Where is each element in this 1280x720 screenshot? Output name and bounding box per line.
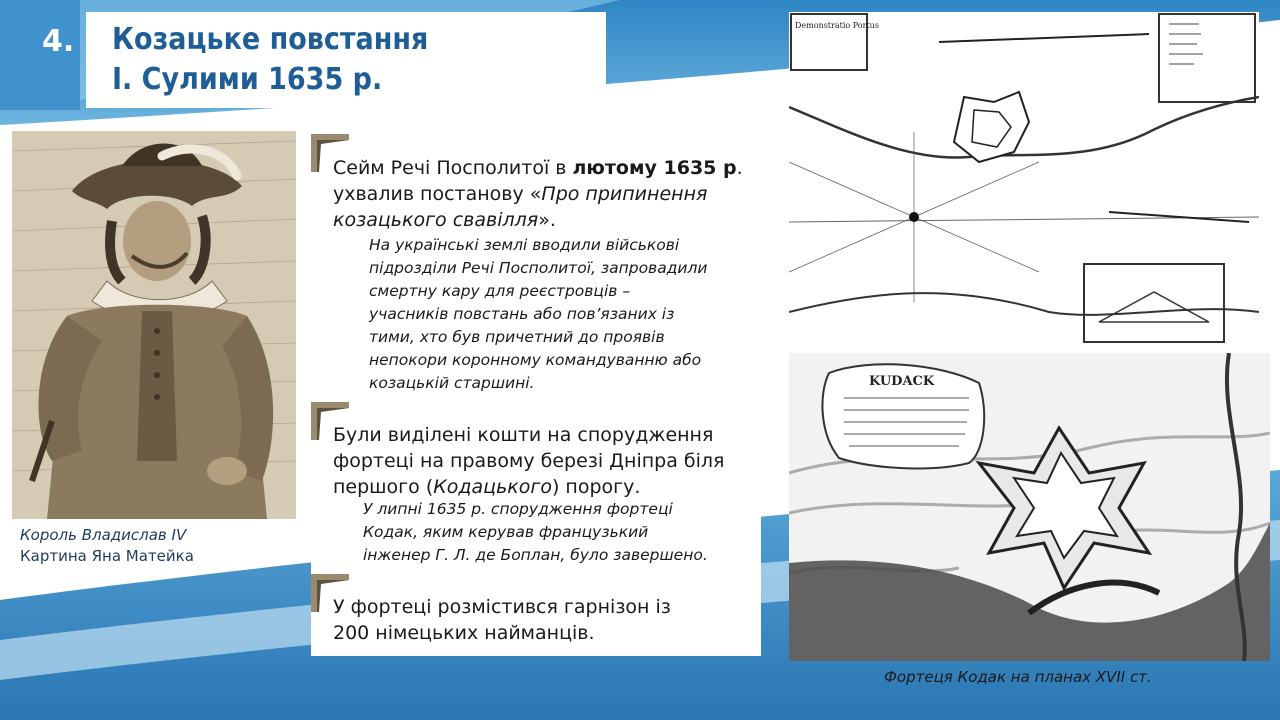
point-1-text-d: ». (538, 209, 556, 231)
detail-line: учасників повстань або пов’язаних із (369, 305, 675, 323)
point-2-line-3a: першого ( (333, 476, 434, 498)
point-1-text-a: Сейм Речі Посполитої в (333, 157, 573, 179)
detail-line: підрозділи Речі Посполитої, запровадили (369, 259, 708, 277)
portrait-caption (20, 525, 194, 567)
detail-line: непокори коронному командуванню або (369, 351, 702, 369)
detail-line: тими, хто був причетний до проявів (369, 328, 665, 346)
map-title-label: Demonstratio Portus (795, 21, 879, 30)
slide-title (112, 20, 428, 100)
point-1-details (369, 234, 759, 395)
king-portrait-image (12, 131, 296, 519)
point-2-details (363, 498, 753, 567)
detail-line: інженер Г. Л. де Боплан, було завершено. (363, 546, 708, 564)
point-1-date: лютому 1635 р (572, 157, 737, 179)
point-2-rapid-name: Кодацького (433, 476, 552, 498)
point-2-line-2: фортеці на правому березі Дніпра біля (333, 450, 725, 472)
title-line-1: Козацьке повстання (112, 22, 429, 57)
point-3-line-2: 200 німецьких найманців. (333, 622, 595, 644)
point-3-text (333, 594, 753, 646)
kodak-plan-map-image (789, 12, 1259, 350)
title-line-2: І. Сулими 1635 р. (112, 62, 383, 97)
slide-number: 4. (42, 24, 75, 59)
detail-line: смертну кару для реєстровців – (369, 282, 631, 300)
portrait-caption-line-1: Король Владислав IV (20, 526, 187, 544)
point-1-text-b: . (736, 157, 743, 179)
point-2-line-3b: ) порогу. (551, 476, 641, 498)
maps-caption: Фортеця Кодак на планах XVII ст. (884, 668, 1152, 686)
detail-line: Кодак, яким керував французький (363, 523, 649, 541)
portrait-caption-line-2: Картина Яна Матейка (20, 547, 194, 565)
kudack-fortress-map-image (789, 353, 1270, 661)
point-1-text (333, 155, 753, 233)
detail-line: У липні 1635 р. спорудження фортеці (363, 500, 673, 518)
detail-line: На українські землі вводили військові (369, 236, 680, 254)
map-kudack-label: KUDACK (869, 374, 935, 389)
point-2-line-1: Були виділені кошти на спорудження (333, 424, 714, 446)
point-1-text-c: ухвалив постанову « (333, 183, 542, 205)
detail-line: козацькій старшині. (369, 374, 535, 392)
point-2-text (333, 422, 753, 500)
point-3-line-1: У фортеці розмістився гарнізон із (333, 596, 671, 618)
point-1-resolution: Про припинення козацького свавілля (333, 183, 708, 231)
